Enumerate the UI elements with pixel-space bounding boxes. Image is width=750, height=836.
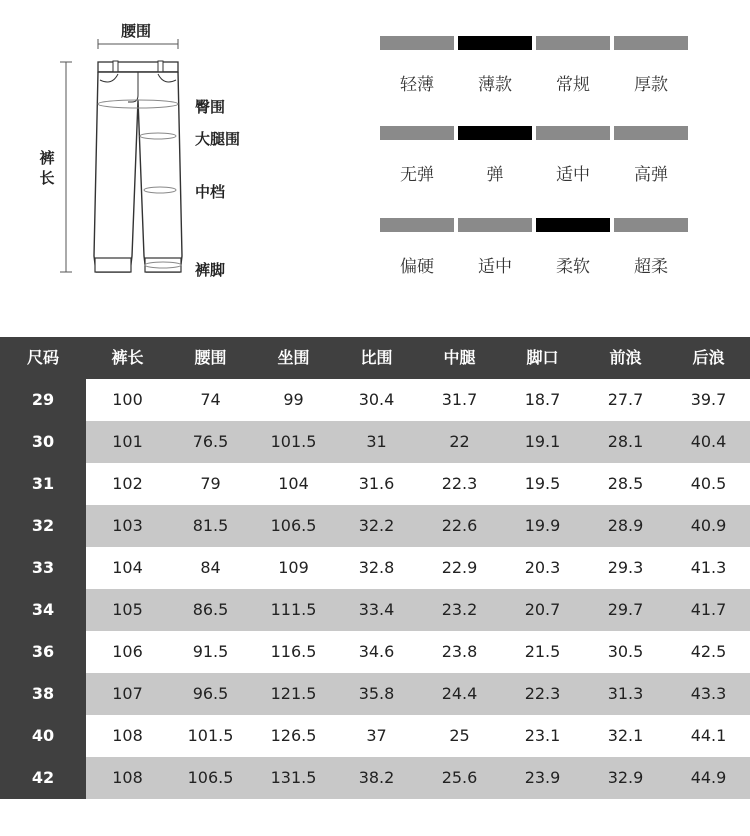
- table-cell: 27.7: [607, 390, 644, 409]
- scale-labels: [380, 160, 690, 184]
- table-cell: 116.5: [270, 642, 317, 661]
- table-row: [0, 589, 750, 631]
- table-cell: 23.9: [524, 768, 561, 787]
- scale-label: 薄款: [478, 75, 512, 95]
- table-cell: 38.2: [358, 768, 395, 787]
- table-header-cell: 比围: [360, 348, 393, 367]
- scale-label: 常规: [556, 75, 590, 95]
- scale-segment: [536, 126, 610, 140]
- table-cell: 106.5: [270, 516, 317, 535]
- scale-label: 无弹: [400, 165, 434, 185]
- table-cell: 22.6: [441, 516, 478, 535]
- knee-label: 中档: [195, 183, 226, 201]
- table-row: [0, 673, 750, 715]
- table-cell: 37: [366, 726, 387, 745]
- scale-labels: [380, 252, 690, 276]
- table-cell: 32.1: [607, 726, 644, 745]
- table-cell: 76.5: [192, 432, 229, 451]
- table-row: [0, 421, 750, 463]
- table-cell: 31.3: [607, 684, 644, 703]
- table-header-cell: 后浪: [692, 348, 725, 367]
- length-label: 裤长: [39, 149, 55, 187]
- table-cell: 41.7: [690, 600, 727, 619]
- table-cell: 22: [449, 432, 470, 451]
- table-cell: 79: [200, 474, 221, 493]
- table-cell: 39.7: [690, 390, 727, 409]
- table-cell: 23.1: [524, 726, 561, 745]
- table-cell: 101.5: [187, 726, 234, 745]
- table-row: [0, 631, 750, 673]
- size-cell: 40: [0, 715, 86, 757]
- table-cell: 31.6: [358, 474, 395, 493]
- table-row: [0, 715, 750, 757]
- table-cell: 35.8: [358, 684, 395, 703]
- scale-segment: [380, 218, 454, 232]
- table-cell: 91.5: [192, 642, 229, 661]
- table-cell: 30.5: [607, 642, 644, 661]
- table-cell: 101.5: [270, 432, 317, 451]
- table-cell: 96.5: [192, 684, 229, 703]
- table-cell: 28.9: [607, 516, 644, 535]
- scale-label: 高弹: [634, 165, 668, 185]
- table-cell: 19.5: [524, 474, 561, 493]
- table-cell: 109: [278, 558, 309, 577]
- table-cell: 31: [366, 432, 387, 451]
- table-cell: 40.5: [690, 474, 727, 493]
- table-cell: 25: [449, 726, 470, 745]
- table-cell: 25.6: [441, 768, 478, 787]
- scale-bars: [380, 126, 690, 140]
- scale-segment: [614, 126, 688, 140]
- table-row: [0, 505, 750, 547]
- pants-diagram: [0, 0, 330, 300]
- table-cell: 81.5: [192, 516, 229, 535]
- table-cell: 32.2: [358, 516, 395, 535]
- table-cell: 21.5: [524, 642, 561, 661]
- scale-segment-selected: [458, 36, 532, 50]
- table-cell: 131.5: [270, 768, 317, 787]
- table-cell: 22.9: [441, 558, 478, 577]
- table-cell: 42.5: [690, 642, 727, 661]
- table-header-cell: 尺码: [26, 348, 59, 367]
- scale-segment-selected: [458, 126, 532, 140]
- table-header-cell: 坐围: [277, 348, 310, 367]
- table-cell: 44.1: [690, 726, 727, 745]
- table-cell: 104: [278, 474, 309, 493]
- table-cell: 19.1: [524, 432, 561, 451]
- waist-label: 腰围: [121, 22, 152, 40]
- table-cell: 28.1: [607, 432, 644, 451]
- table-cell: 29.3: [607, 558, 644, 577]
- scale-label: 轻薄: [400, 75, 434, 95]
- table-cell: 43.3: [690, 684, 727, 703]
- table-cell: 108: [112, 726, 143, 745]
- table-cell: 31.7: [441, 390, 478, 409]
- table-cell: 29.7: [607, 600, 644, 619]
- table-cell: 41.3: [690, 558, 727, 577]
- table-cell: 22.3: [441, 474, 478, 493]
- scale-label: 弹: [486, 165, 504, 185]
- table-cell: 23.8: [441, 642, 478, 661]
- table-cell: 121.5: [270, 684, 317, 703]
- scale-label: 适中: [556, 165, 590, 185]
- table-cell: 74: [200, 390, 221, 409]
- scale-label: 适中: [478, 257, 512, 277]
- scale-label: 偏硬: [400, 257, 434, 277]
- scale-segment: [536, 36, 610, 50]
- table-cell: 40.4: [690, 432, 727, 451]
- table-cell: 18.7: [524, 390, 561, 409]
- thigh-label: 大腿围: [195, 130, 241, 148]
- table-cell: 24.4: [441, 684, 478, 703]
- table-cell: 32.9: [607, 768, 644, 787]
- table-row: [0, 463, 750, 505]
- scale-segment: [458, 218, 532, 232]
- table-cell: 86.5: [192, 600, 229, 619]
- scale-segment: [614, 218, 688, 232]
- table-cell: 126.5: [270, 726, 317, 745]
- size-cell: 36: [0, 631, 86, 673]
- scale-segment: [380, 126, 454, 140]
- table-cell: 100: [112, 390, 143, 409]
- table-cell: 33.4: [358, 600, 395, 619]
- size-cell: 33: [0, 547, 86, 589]
- scale-segment: [614, 36, 688, 50]
- table-cell: 101: [112, 432, 143, 451]
- size-cell: 30: [0, 421, 86, 463]
- table-cell: 20.3: [524, 558, 561, 577]
- table-cell: 84: [200, 558, 221, 577]
- table-cell: 30.4: [358, 390, 395, 409]
- table-cell: 34.6: [358, 642, 395, 661]
- table-cell: 40.9: [690, 516, 727, 535]
- size-cell: 31: [0, 463, 86, 505]
- table-cell: 107: [112, 684, 143, 703]
- scale-segment: [380, 36, 454, 50]
- table-header-cell: 中腿: [443, 348, 476, 367]
- scale-label: 厚款: [634, 75, 668, 95]
- table-cell: 28.5: [607, 474, 644, 493]
- scale-labels: [380, 70, 690, 94]
- table-cell: 99: [283, 390, 304, 409]
- table-cell: 108: [112, 768, 143, 787]
- hip-label: 臀围: [195, 98, 226, 116]
- table-cell: 44.9: [690, 768, 727, 787]
- hem-label: 裤脚: [195, 261, 226, 279]
- table-cell: 111.5: [270, 600, 317, 619]
- table-cell: 23.2: [441, 600, 478, 619]
- table-cell: 102: [112, 474, 143, 493]
- scale-segment-selected: [536, 218, 610, 232]
- size-cell: 32: [0, 505, 86, 547]
- size-cell: 38: [0, 673, 86, 715]
- table-cell: 22.3: [524, 684, 561, 703]
- table-cell: 105: [112, 600, 143, 619]
- table-cell: 103: [112, 516, 143, 535]
- table-cell: 20.7: [524, 600, 561, 619]
- table-header-cell: 裤长: [111, 348, 144, 367]
- size-cell: 42: [0, 757, 86, 799]
- table-cell: 106.5: [187, 768, 234, 787]
- table-header-cell: 腰围: [194, 348, 227, 367]
- table-row: [0, 757, 750, 799]
- size-cell: 29: [0, 379, 86, 421]
- scale-label: 柔软: [556, 257, 590, 277]
- table-row: [0, 547, 750, 589]
- table-header-cell: 前浪: [609, 348, 642, 367]
- table-row: [0, 379, 750, 421]
- table-cell: 32.8: [358, 558, 395, 577]
- scale-bars: [380, 218, 690, 232]
- table-cell: 106: [112, 642, 143, 661]
- table-header-row: [0, 337, 750, 379]
- scale-bars: [380, 36, 690, 50]
- scale-label: 超柔: [634, 257, 668, 277]
- table-cell: 104: [112, 558, 143, 577]
- table-cell: 19.9: [524, 516, 561, 535]
- size-cell: 34: [0, 589, 86, 631]
- table-header-cell: 脚口: [526, 348, 559, 367]
